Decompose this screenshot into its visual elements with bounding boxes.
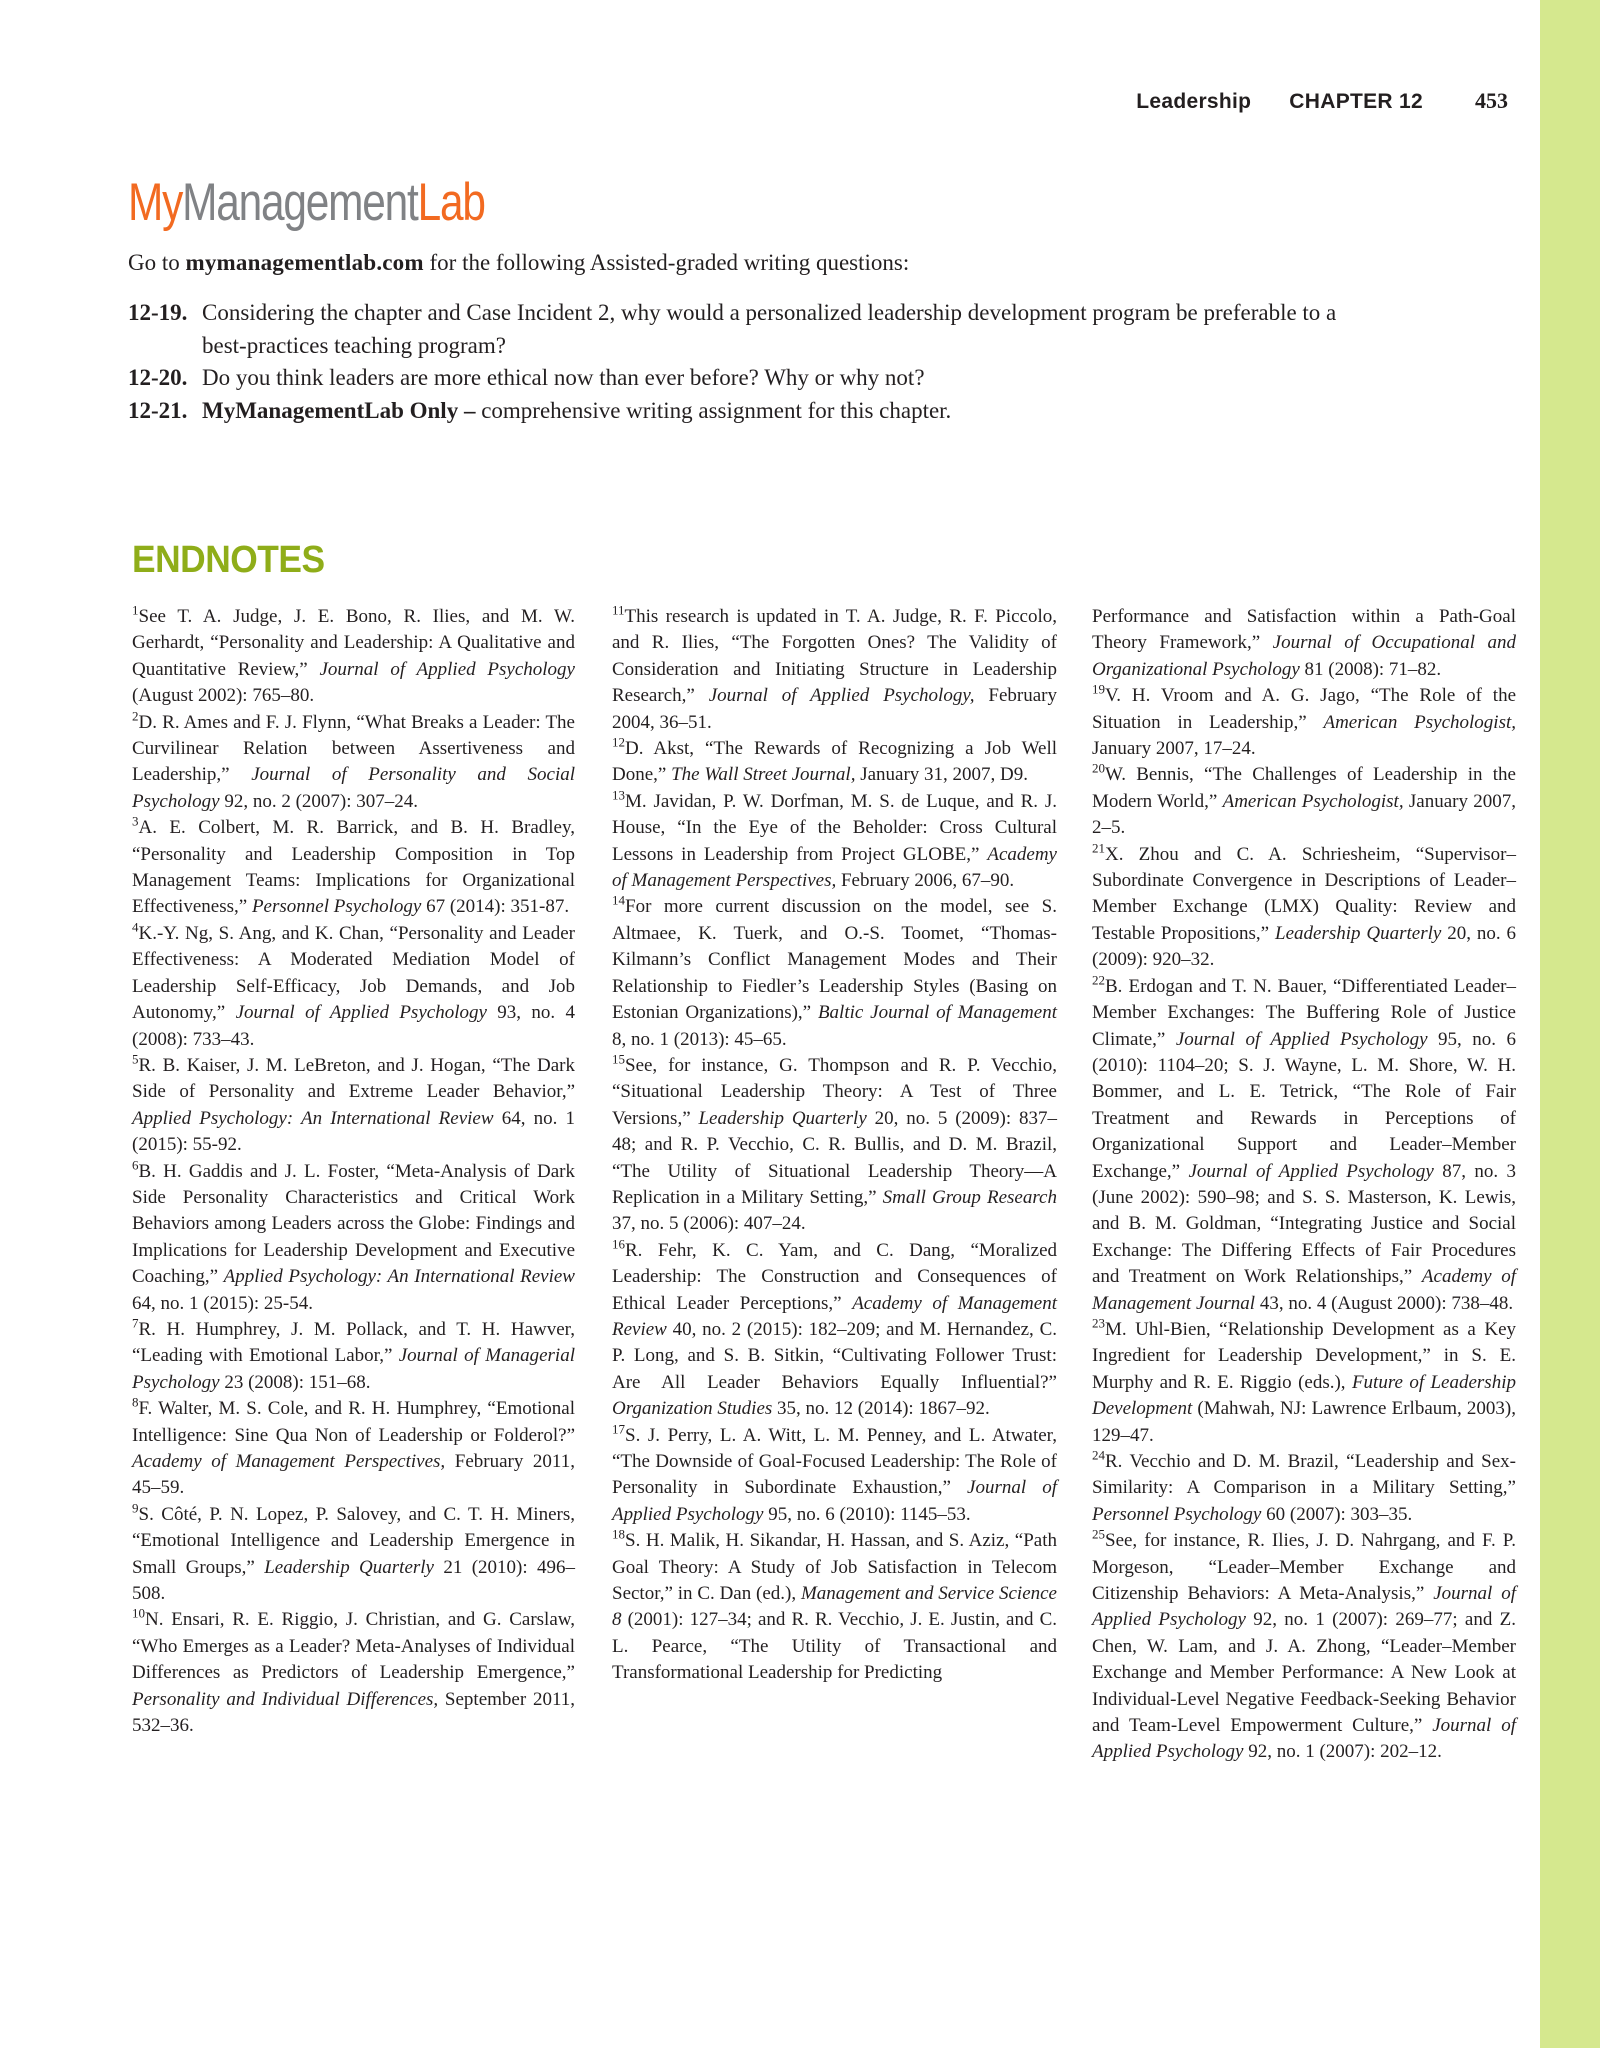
endnote-item: $^{21}$X. Zhou and C. A. Schriesheim, “Supervisor–Subordinate Convergence in Descriptions of Leader–Member Exchange (LMX) Quality: Review and Testable Propositions,” Leadership Quarterly 20, no. 6 (2009): 920–32. <box>1092 840 1517 971</box>
endnote-number: 21 <box>1092 840 1105 856</box>
endnotes-column-2 <box>612 604 1057 1766</box>
endnote-number: 25 <box>1092 1526 1105 1542</box>
endnote-number: 17 <box>612 1421 625 1437</box>
page-header <box>1136 88 1508 114</box>
mml-logo <box>128 173 1168 232</box>
endnote-item: $^1$See T. A. Judge, J. E. Bono, R. Ilies, and M. W. Gerhardt, “Personality and Leadership: A Qualitative and Quantitative Review,” Journal of Applied Psychology (August 2002): 765–80. <box>132 602 575 707</box>
endnotes-heading: ENDNOTES <box>132 539 325 581</box>
endnote-number: 6 <box>132 1157 139 1173</box>
endnote-item: $^7$R. H. Humphrey, J. M. Pollack, and T. H. Hawver, “Leading with Emotional Labor,” Journal of Managerial Psychology 23 (2008): 151–68. <box>132 1315 575 1393</box>
endnote-item: $^2$D. R. Ames and F. J. Flynn, “What Breaks a Leader: The Curvilinear Relation between Assertiveness and Leadership,” Journal of Personality and Social Psychology 92, no. 2 (2007): 307–24. <box>132 708 575 812</box>
question-item <box>128 362 1358 395</box>
endnote-item: $^{19}$V. H. Vroom and A. G. Jago, “The Role of the Situation in Leadership,” American Psychologist, January 2007, 17–24. <box>1092 681 1517 760</box>
endnote-item: $^{16}$R. Fehr, K. C. Yam, and C. Dang, “Moralized Leadership: The Construction and Consequences of Ethical Leader Perceptions,” Academy of Management Review 40, no. 2 (2015): 182–209; and M. Hernandez, C. P. Long, and S. B. Sitkin, “Cultivating Follower Trust: Are All Leader Behaviors Equally Influential?” Organization Studies 35, no. 12 (2014): 1867–92. <box>612 1236 1057 1420</box>
question-text: Do you think leaders are more ethical now than ever before? Why or why not? <box>202 365 925 390</box>
endnote-item: $^{17}$S. J. Perry, L. A. Witt, L. M. Penney, and L. Atwater, “The Downside of Goal-Focused Leadership: The Role of Personality in Subordinate Exhaustion,” Journal of Applied Psychology 95, no. 6 (2010): 1145–53. <box>612 1421 1058 1525</box>
endnote-item: $^6$B. H. Gaddis and J. L. Foster, “Meta-Analysis of Dark Side Personality Characteristics and Critical Work Behaviors among Leaders across the Globe: Findings and Implications for Leadership Development and Executive Coaching,” Applied Psychology: An International Review 64, no. 1 (2015): 25-54. <box>132 1157 575 1314</box>
endnote-item: $^{20}$W. Bennis, “The Challenges of Leadership in the Modern World,” American Psychologist, January 2007, 2–5. <box>1092 761 1516 839</box>
logo-part: Lab <box>417 173 485 232</box>
question-number: 12-21. <box>128 397 188 423</box>
questions-list <box>128 297 1428 427</box>
page-edge-bar <box>1540 0 1600 2048</box>
endnote-item: $^4$K.-Y. Ng, S. Ang, and K. Chan, “Personality and Leader Effectiveness: A Moderated Mediation Model of Leadership Self-Efficacy, Job Demands, and Job Autonomy,” Journal of Applied Psychology 93, no. 4 (2008): 733–43. <box>132 919 575 1050</box>
endnote-item: $^{25}$See, for instance, R. Ilies, J. D. Nahrgang, and F. P. Morgeson, “Leader–Member Exchange and Citizenship Behaviors: A Meta-Analysis,” Journal of Applied Psychology 92, no. 1 (2007): 269–77; and Z. Chen, W. Lam, and J. A. Zhong, “Leader–Member Exchange and Member Performance: A New Look at Individual-Level Negative Feedback-Seeking Behavior and Team-Level Empowerment Culture,” Journal of Applied Psychology 92, no. 1 (2007): 202–12. <box>1092 1526 1517 1763</box>
endnote-item: $^{14}$For more current discussion on the model, see S. Altmaee, K. Tuerk, and O.-S. Toomet, “Thomas-Kilmann’s Conflict Management Modes and Their Relationship to Fiedler’s Leadership Styles (Basing on Estonian Organizations),” Baltic Journal of Management 8, no. 1 (2013): 45–65. <box>612 893 1057 1050</box>
endnote-item: $^{12}$D. Akst, “The Rewards of Recognizing a Job Well Done,” The Wall Street Journal, January 31, 2007, D9. <box>612 734 1057 786</box>
endnote-item: $^{22}$B. Erdogan and T. N. Bauer, “Differentiated Leader–Member Exchanges: The Buffering Role of Justice Climate,” Journal of Applied Psychology 95, no. 6 (2010): 1104–20; S. J. Wayne, L. M. Shore, W. H. Bommer, and L. E. Tetrick, “The Role of Fair Treatment and Rewards in Perceptions of Organizational Support and Leader–Member Exchange,” Journal of Applied Psychology 87, no. 3 (June 2002): 590–98; and S. S. Masterson, K. Lewis, and B. M. Goldman, “Integrating Justice and Social Exchange: The Differing Effects of Fair Procedures and Treatment on Work Relationships,” Academy of Management Journal 43, no. 4 (August 2000): 738–48. <box>1092 972 1517 1314</box>
endnote-item: $^{23}$M. Uhl-Bien, “Relationship Development as a Key Ingredient for Leadership Development,” in S. E. Murphy and R. E. Riggio (eds.), Future of Leadership Development (Mahwah, NJ: Lawrence Erlbaum, 2003), 129–47. <box>1092 1315 1516 1446</box>
endnotes-column-1 <box>132 604 575 1766</box>
endnote-number: 11 <box>612 602 625 618</box>
question-text: Considering the chapter and Case Incident 2, why would a personalized leadership development program be preferable to a best-practices teaching program? <box>202 300 1337 358</box>
endnote-number: 20 <box>1092 761 1105 777</box>
endnote-number: 7 <box>132 1315 139 1331</box>
endnote-number: 2 <box>132 708 139 724</box>
endnotes-column-3 <box>1092 604 1516 1766</box>
question-number: 12-20. <box>128 365 188 390</box>
endnote-number: 23 <box>1092 1315 1105 1331</box>
question-text: MyManagementLab Only – comprehensive writing assignment for this chapter. <box>202 397 952 423</box>
endnote-number: 18 <box>612 1526 625 1542</box>
endnote-number: 24 <box>1092 1447 1105 1463</box>
logo-part: My <box>128 173 183 232</box>
endnote-number: 1 <box>132 602 139 618</box>
question-item <box>128 297 1358 362</box>
endnote-number: 8 <box>132 1394 139 1410</box>
question-number: 12-19. <box>128 300 188 325</box>
endnote-number: 10 <box>132 1606 145 1622</box>
chapter-label: CHAPTER 12 <box>1289 90 1423 113</box>
endnote-number: 12 <box>612 734 625 750</box>
mymanagementlab-section <box>128 173 1428 427</box>
page-number: 453 <box>1475 88 1508 113</box>
endnote-number: 14 <box>612 893 625 909</box>
endnote-item: $^8$F. Walter, M. S. Cole, and R. H. Humphrey, “Emotional Intelligence: Sine Qua Non of Leadership or Folderol?” Academy of Management Perspectives, February 2011, 45–59. <box>132 1394 575 1499</box>
endnote-number: 13 <box>612 787 625 803</box>
logo-part: Management <box>182 173 418 232</box>
section-title: Leadership <box>1136 90 1252 113</box>
endnote-number: 4 <box>132 919 139 935</box>
endnote-item: Performance and Satisfaction within a Path-Goal Theory Framework,” Journal of Occupational and Organizational Psychology 81 (2008): 71–82. <box>1092 606 1516 680</box>
endnote-item: $^5$R. B. Kaiser, J. M. LeBreton, and J. Hogan, “The Dark Side of Personality and Extreme Leader Behavior,” Applied Psychology: An International Review 64, no. 1 (2015): 55-92. <box>132 1051 575 1156</box>
endnote-number: 22 <box>1092 972 1105 988</box>
endnote-item: $^{24}$R. Vecchio and D. M. Brazil, “Leadership and Sex-Similarity: A Comparison in a Military Setting,” Personnel Psychology 60 (2007): 303–35. <box>1092 1447 1516 1525</box>
endnote-number: 9 <box>132 1500 139 1516</box>
endnote-number: 16 <box>612 1236 625 1252</box>
endnote-number: 3 <box>132 813 139 829</box>
endnote-number: 15 <box>612 1051 625 1067</box>
endnote-item: $^9$S. Côté, P. N. Lopez, P. Salovey, and C. T. H. Miners, “Emotional Intelligence and Leadership Emergence in Small Groups,” Leadership Quarterly 21 (2010): 496–508. <box>132 1500 575 1605</box>
endnote-item: $^{10}$N. Ensari, R. E. Riggio, J. Christian, and G. Carslaw, “Who Emerges as a Leader? Meta-Analyses of Individual Differences as Predictors of Leadership Emergence,” Personality and Individual Differences, September 2011, 532–36. <box>132 1606 576 1737</box>
question-item <box>128 395 1358 428</box>
endnotes-columns <box>132 604 1516 1766</box>
mml-intro: Go to mymanagementlab.com for the following Assisted-graded writing questions: <box>128 250 910 275</box>
endnote-number: 19 <box>1092 681 1105 697</box>
endnote-item: $^3$A. E. Colbert, M. R. Barrick, and B. H. Bradley, “Personality and Leadership Composition in Top Management Teams: Implications for Organizational Effectiveness,” Personnel Psychology 67 (2014): 351-87. <box>132 813 575 918</box>
endnote-item: $^{11}$This research is updated in T. A. Judge, R. F. Piccolo, and R. Ilies, “The Forgotten Ones? The Validity of Consideration and Initiating Structure in Leadership Research,” Journal of Applied Psychology, February 2004, 36–51. <box>612 602 1058 733</box>
endnote-item: $^{15}$See, for instance, G. Thompson and R. P. Vecchio, “Situational Leadership Theory: A Test of Three Versions,” Leadership Quarterly 20, no. 5 (2009): 837–48; and R. P. Vecchio, C. R. Bullis, and D. M. Brazil, “The Utility of Situational Leadership Theory—A Replication in a Military Setting,” Small Group Research 37, no. 5 (2006): 407–24. <box>612 1051 1057 1235</box>
endnote-item: $^{13}$M. Javidan, P. W. Dorfman, M. S. de Luque, and R. J. House, “In the Eye of the Beholder: Cross Cultural Lessons in Leadership from Project GLOBE,” Academy of Management Perspectives, February 2006, 67–90. <box>612 787 1057 892</box>
endnote-number: 5 <box>132 1051 139 1067</box>
endnotes-section <box>132 541 1516 1766</box>
endnote-item: $^{18}$S. H. Malik, H. Sikandar, H. Hassan, and S. Aziz, “Path Goal Theory: A Study of Job Satisfaction in Telecom Sector,” in C. Dan (ed.), Management and Service Science 8 (2001): 127–34; and R. R. Vecchio, J. E. Justin, and C. L. Pearce, “The Utility of Transactional and Transformational Leadership for Predicting <box>612 1526 1057 1684</box>
